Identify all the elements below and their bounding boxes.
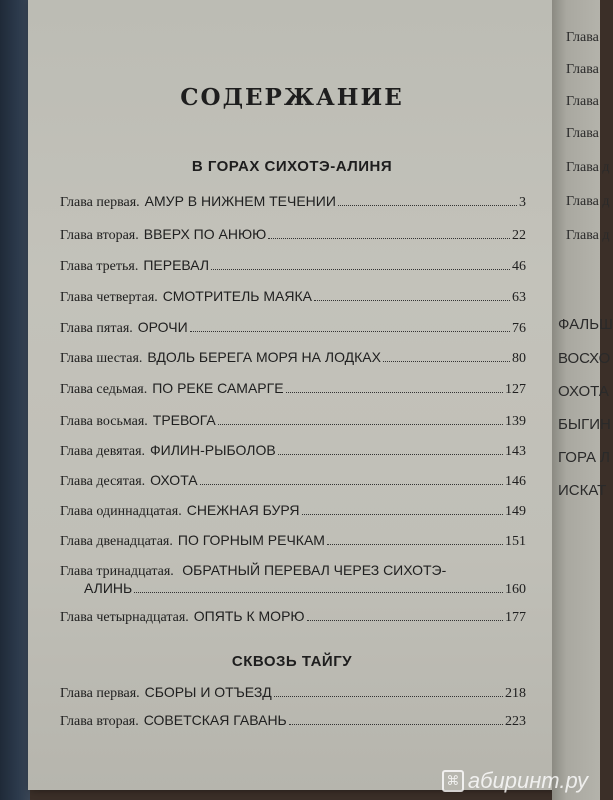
page-number: 63 [512,290,526,305]
chapter-label: Глава двенадцатая. [60,534,173,549]
next-page-text: Глава [566,126,599,141]
leader-dots [383,361,510,362]
watermark [442,768,588,794]
page-number: 151 [505,534,526,549]
chapter-label: Глава четвертая. [60,290,158,305]
leader-dots [268,238,510,239]
book-cover-edge [0,0,30,800]
next-page-text: ФАЛЬШ [558,316,613,333]
next-page-text: Глава [566,30,599,45]
page-number: 127 [505,382,526,397]
chapter-label: Глава первая. [60,195,140,210]
chapter-label: Глава восьмая. [60,414,148,429]
toc-entry [60,502,526,520]
page-number: 160 [505,582,526,597]
next-page-text: Глава д [566,160,610,175]
leader-dots [327,544,503,545]
chapter-label: Глава седьмая. [60,382,148,397]
leader-dots [218,424,503,425]
toc-entry [60,257,526,275]
toc-entry [60,684,526,702]
leader-dots [190,331,510,332]
leader-dots [274,696,503,697]
chapter-title: ТРЕВОГА [152,412,216,428]
page-number: 143 [505,444,526,459]
toc-entry [60,349,526,367]
chapter-label: Глава вторая. [60,714,139,729]
chapter-title: ОБРАТНЫЙ ПЕРЕВАЛ ЧЕРЕЗ СИХОТЭ- [182,562,447,578]
next-page-text: ГОРА Л [558,449,610,466]
page-number: 146 [505,474,526,489]
page-number: 177 [505,610,526,625]
chapter-title: ВДОЛЬ БЕРЕГА МОРЯ НА ЛОДКАХ [147,349,381,365]
section-title: СКВОЗЬ ТАЙГУ [231,653,353,670]
chapter-title: ВВЕРХ ПО АНЮЮ [143,226,267,242]
chapter-title: ОХОТА [150,472,198,488]
chapter-title: ОРОЧИ [137,319,188,335]
next-page-text: ВОСХО [558,350,611,367]
chapter-title: ФИЛИН-РЫБОЛОВ [150,442,276,458]
next-page-text: Глава [566,62,599,77]
page-number: 22 [512,228,526,243]
leader-dots [211,269,510,270]
toc-entry [60,442,526,460]
page-title: СОДЕРЖАНИЕ [180,84,404,111]
toc-entry [60,380,526,398]
chapter-title: СМОТРИТЕЛЬ МАЯКА [162,288,312,304]
chapter-label: Глава одиннадцатая. [60,504,182,519]
leader-dots [338,205,517,206]
page-number: 46 [512,259,526,274]
leader-dots [200,484,503,485]
toc-entry [60,562,526,598]
chapter-title: ОПЯТЬ К МОРЮ [193,608,305,624]
chapter-title: СБОРЫ И ОТЪЕЗД [144,684,272,700]
toc-entry [60,193,526,211]
chapter-label: Глава десятая. [60,474,146,489]
toc-entry [60,226,526,244]
leader-dots [134,592,503,593]
toc-entry [60,532,526,550]
next-page-text: БЫГИН [558,416,611,433]
book-page [28,0,556,790]
next-page-text: ИСКАТ [558,482,607,499]
chapter-title: АМУР В НИЖНЕМ ТЕЧЕНИИ [144,193,336,209]
section-title: В ГОРАХ СИХОТЭ-АЛИНЯ [191,158,393,175]
chapter-label: Глава тринадцатая. [60,564,174,579]
page-number: 218 [505,686,526,701]
chapter-title: ПЕРЕВАЛ [143,257,210,273]
chapter-title: ПО ГОРНЫМ РЕЧКАМ [177,532,325,548]
leader-dots [314,300,510,301]
chapter-label: Глава вторая. [60,228,139,243]
chapter-label: Глава девятая. [60,444,146,459]
page-number: 139 [505,414,526,429]
next-page-text: Глава д [566,228,610,243]
next-page-text: ОХОТА [558,383,609,400]
leader-dots [289,724,503,725]
toc-entry [60,472,526,490]
chapter-label: Глава шестая. [60,351,143,366]
chapter-label: Глава первая. [60,686,140,701]
watermark-text: абиринт.ру [467,768,588,793]
page-number: 3 [519,195,526,210]
page-number: 223 [505,714,526,729]
next-page-text: Глава д [566,194,610,209]
toc-entry [60,288,526,306]
labyrinth-logo-icon: ⌘ [442,770,464,792]
leader-dots [302,514,503,515]
toc-entry [60,319,526,337]
chapter-title: СНЕЖНАЯ БУРЯ [186,502,300,518]
leader-dots [286,392,503,393]
leader-dots [307,620,503,621]
toc-entry [60,608,526,626]
chapter-title: СОВЕТСКАЯ ГАВАНЬ [143,712,287,728]
chapter-label: Глава четырнадцатая. [60,610,189,625]
toc-entry [60,712,526,730]
chapter-label: Глава третья. [60,259,139,274]
next-page-text: Глава [566,94,599,109]
chapter-title-continued: АЛИНЬ [84,580,133,596]
chapter-title: ПО РЕКЕ САМАРГЕ [152,380,284,396]
chapter-label: Глава пятая. [60,321,133,336]
leader-dots [278,454,503,455]
page-number: 80 [512,351,526,366]
page-number: 149 [505,504,526,519]
page-number: 76 [512,321,526,336]
toc-entry [60,412,526,430]
next-page-fragment [552,0,613,800]
